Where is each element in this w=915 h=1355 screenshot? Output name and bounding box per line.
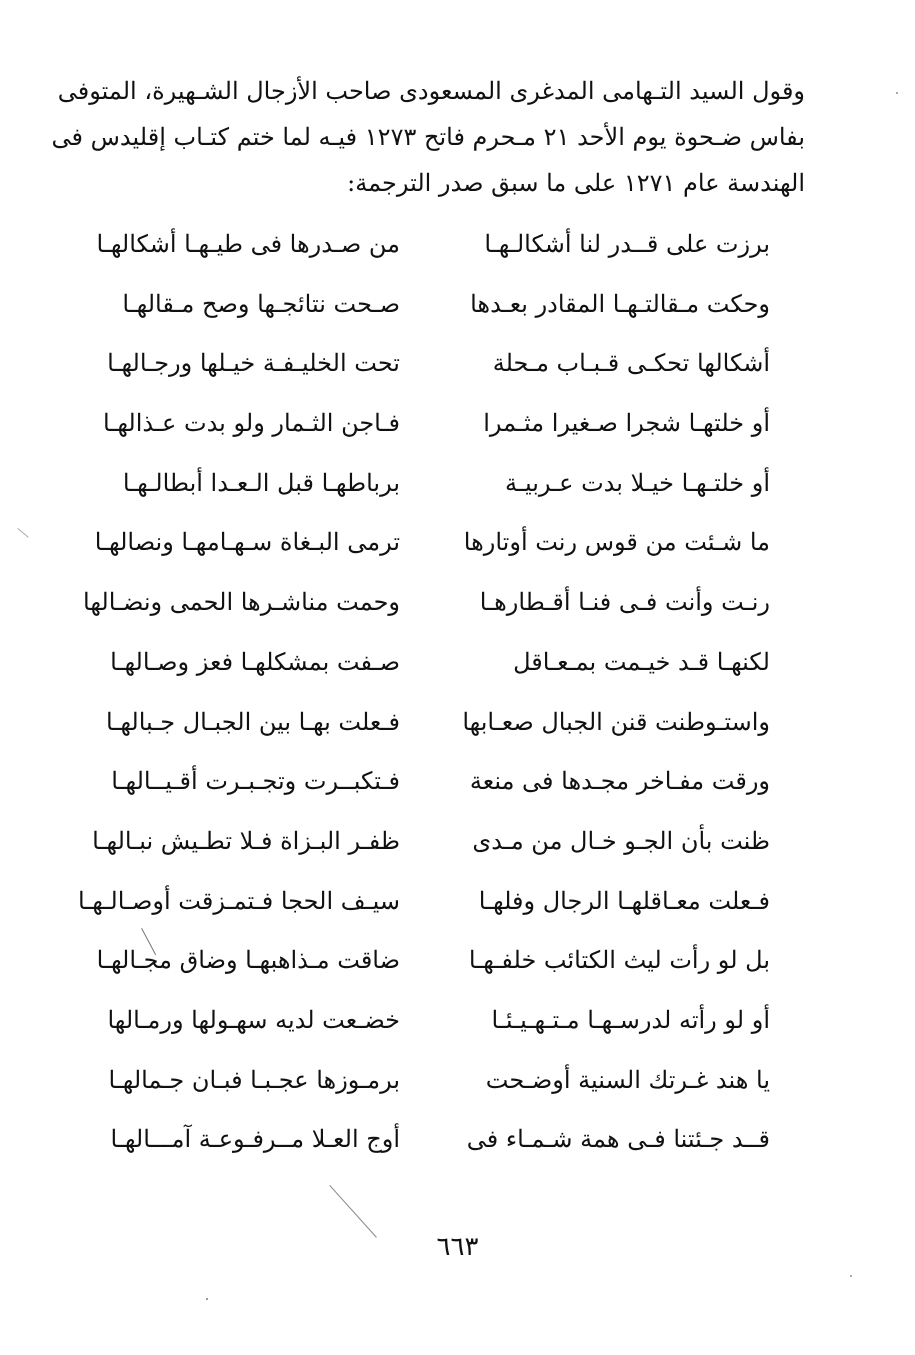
second-hemistich: ترمى البـغاة سـهـامهـا ونصالهـا	[94, 528, 400, 557]
first-hemistich: ما شـئت من قوس رنت أوتارها	[463, 528, 770, 557]
first-hemistich: واستـوطنت قنن الجبال صعـابها	[462, 707, 770, 736]
scan-stroke	[329, 1185, 377, 1238]
verse-line	[90, 401, 770, 461]
second-hemistich: فـتكبــرت وتجـبـرت أقـيــالهـا	[111, 767, 400, 796]
intro-line: وقول السيد التـهامى المدغرى المسعودى صاحب الأزجال الشـهيرة، المتوفى	[57, 77, 805, 105]
verse-line	[90, 1117, 770, 1177]
verse-line	[90, 461, 770, 521]
second-hemistich: صـفت بمشكلهـا فعز وصـالهـا	[110, 647, 400, 676]
first-hemistich: أو خلتـهـا خيـلا بدت عـربيـة	[505, 468, 770, 497]
first-hemistich: لكنهـا قـد خيـمت بمـعـاقل	[513, 647, 770, 676]
scan-speck	[896, 92, 898, 94]
second-hemistich: سيـف الحجا فـتمـزقت أوصـالـهـا	[77, 886, 400, 915]
first-hemistich: يا هند غـرتك السنية أوضـحت	[485, 1065, 770, 1094]
verse-line	[90, 282, 770, 342]
scan-speck	[206, 1298, 208, 1300]
second-hemistich: برمـوزها عجـبـا فبـان جـمالهـا	[108, 1065, 400, 1094]
second-hemistich: تحت الخليـفـة خيـلها ورجـالهـا	[107, 349, 400, 378]
second-hemistich: برباطهـا قبل الـعـدا أبطالـهـا	[122, 468, 400, 497]
verse-line	[77, 879, 770, 939]
verse-line	[90, 222, 770, 282]
first-hemistich: أو خلتهـا شجرا صـغيرا مثـمرا	[483, 409, 770, 438]
first-hemistich: قــد جـئتنا فـى همة شـمـاء فى	[466, 1125, 770, 1154]
verse-line	[90, 938, 770, 998]
first-hemistich: برزت على قــدر لنا أشكالـهـا	[484, 230, 770, 258]
second-hemistich: فـعلت بهـا بين الجبـال جـبالهـا	[105, 707, 400, 736]
first-hemistich: أشكالها تحكـى قـبـاب مـحلة	[492, 349, 770, 378]
verse-line	[90, 640, 770, 700]
scan-speck	[850, 1275, 852, 1277]
first-hemistich: ورقت مفـاخر مجـدها فى منعة	[469, 767, 770, 796]
intro-line: بفاس ضـحوة يوم الأحد ٢١ مـحرم فاتح ١٢٧٣ فيـه لما ختم كتـاب إقليدس فى	[51, 123, 805, 151]
second-hemistich: خضـعت لديه سهـولها ورمـالها	[107, 1005, 400, 1034]
scan-stroke	[17, 528, 28, 538]
second-hemistich: من صـدرها فى طيـهـا أشكالهـا	[96, 230, 400, 258]
verse-line	[90, 819, 770, 879]
first-hemistich: فـعلت معـاقلهـا الرجال وفلهـا	[478, 886, 770, 915]
second-hemistich: أوج العـلا مــرفـوعـة آمـــالهـا	[110, 1125, 400, 1154]
second-hemistich: وحمت مناشـرها الحمى ونضـالها	[83, 588, 400, 617]
verse-line	[90, 1058, 770, 1118]
first-hemistich: وحكت مـقالتـهـا المقادر بعـدها	[470, 289, 770, 318]
second-hemistich: فـاجن الثـمار ولو بدت عـذالهـا	[103, 409, 400, 438]
page-number: ٦٦٣	[436, 1232, 479, 1262]
poem	[77, 222, 770, 1177]
verse-line	[90, 520, 770, 580]
verse-line	[90, 998, 770, 1058]
first-hemistich: بل لو رأت ليث الكتائب خلفـهـا	[468, 946, 770, 975]
second-hemistich: صـحت نتائجـها وصح مـقالهـا	[122, 289, 400, 318]
intro-line: الهندسة عام ١٢٧١ على ما سبق صدر الترجمة:	[347, 169, 805, 197]
verse-line	[83, 580, 770, 640]
first-hemistich: ظنت بأن الجـو خـال من مـدى	[472, 826, 770, 855]
verse-line	[90, 759, 770, 819]
second-hemistich: ظفـر البـزاة فـلا تطـيش نبـالهـا	[92, 826, 400, 855]
second-hemistich: ضاقت مـذاهبهـا وضاق مجـالهـا	[96, 946, 400, 975]
first-hemistich: أو لو رأته لدرسـهـا مـتـهـيـئـا	[491, 1005, 770, 1034]
intro-paragraph	[51, 68, 805, 206]
verse-line	[90, 341, 770, 401]
first-hemistich: رنـت وأنت فـى فنـا أقـطارهـا	[479, 588, 770, 617]
verse-line	[90, 700, 770, 760]
